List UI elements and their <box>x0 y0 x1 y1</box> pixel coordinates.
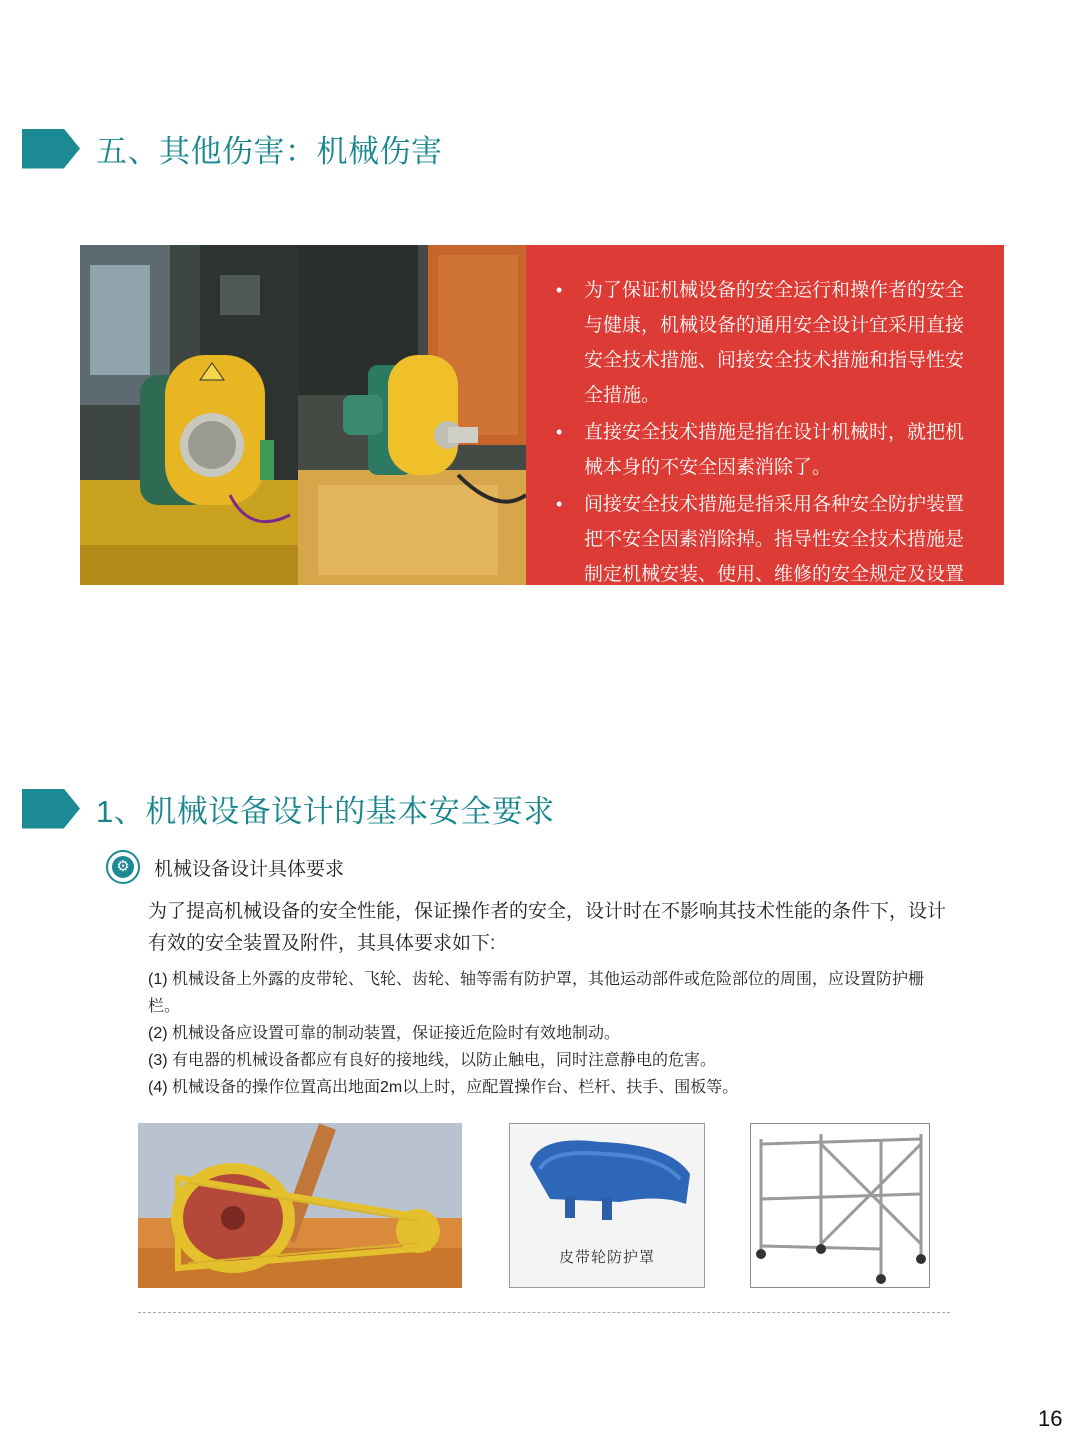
chevron-arrow-icon <box>22 789 80 829</box>
bullet-text: 为了保证机械设备的安全运行和操作者的安全与健康，机械设备的通用安全设计宜采用直接安全技术措施、间接安全技术措施和指导性安全措施。 <box>584 280 965 406</box>
requirement-item: (2) 机械设备应设置可靠的制动装置，保证接近危险时有效地制动。 <box>148 1025 621 1042</box>
section-title: 五、其他伤害：机械伤害 <box>96 134 443 169</box>
info-bullet <box>556 487 974 627</box>
requirements-list <box>148 966 948 1101</box>
divider <box>138 1312 950 1313</box>
section-title: 1、机械设备设计的基本安全要求 <box>96 794 555 829</box>
subsection-header <box>106 850 344 884</box>
bullet-icon: • <box>556 280 563 300</box>
bullet-text: 间接安全技术措施是指采用各种安全防护装置把不安全因素消除掉。指导性安全技术措施是制定机械安装、使用、维修的安全规定及设置标志。 <box>584 494 965 620</box>
requirement-item: (3) 有电器的机械设备都应有良好的接地线，以防止触电，同时注意静电的危害。 <box>148 1052 717 1069</box>
machine-photo-left <box>80 245 298 585</box>
intro-paragraph: 为了提高机械设备的安全性能，保证操作者的安全，设计时在不影响其技术性能的条件下，设计有效的安全装置及附件，其具体要求如下: <box>148 901 947 954</box>
photo-info-panel <box>80 245 1004 620</box>
info-text-box <box>526 245 1004 620</box>
chevron-arrow-icon <box>22 129 80 169</box>
bullet-text: 直接安全技术措施是指在设计机械时，就把机械本身的不安全因素消除了。 <box>584 422 965 478</box>
gear-icon: ⚙ <box>106 850 140 884</box>
requirement-item: (1) 机械设备上外露的皮带轮、飞轮、齿轮、轴等需有防护罩，其他运动部件或危险部位的周围，应设置防护栅栏。 <box>148 971 925 1015</box>
belt-guard-product-image <box>509 1123 705 1288</box>
requirement-item: (4) 机械设备的操作位置高出地面2m以上时，应配置操作台、栏杆、扶手、围板等。 <box>148 1079 739 1096</box>
bullet-icon: • <box>556 422 563 442</box>
info-bullet <box>556 273 974 413</box>
page-number: 16 <box>1038 1406 1063 1431</box>
section-header-design-requirements <box>22 786 555 831</box>
machine-photo-right <box>298 245 526 585</box>
scaffold-image <box>750 1123 930 1288</box>
bullet-icon: • <box>556 494 563 514</box>
section-header-mechanical-injury <box>22 126 443 171</box>
belt-guard-photo <box>138 1123 462 1288</box>
subsection-title: 机械设备设计具体要求 <box>154 858 345 880</box>
info-bullet <box>556 415 974 485</box>
image-caption: 皮带轮防护罩 <box>558 1249 655 1266</box>
